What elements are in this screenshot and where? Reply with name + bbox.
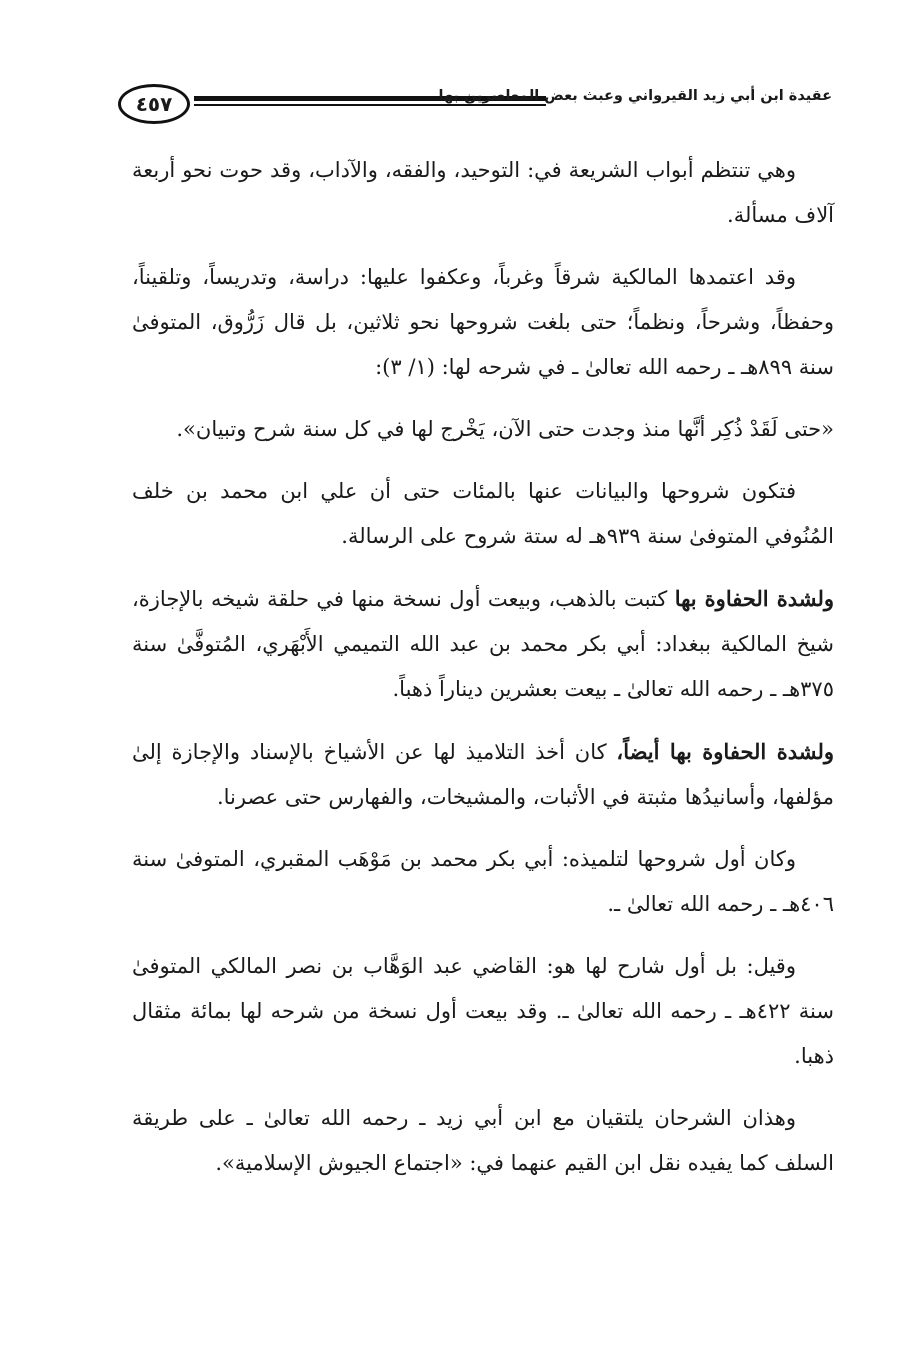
running-title: عقيدة ابن أبي زيد القيرواني وعبث بعض المعاصرين بها <box>438 88 832 104</box>
header-rule-thin <box>194 104 546 106</box>
paragraph: وهي تنتظم أبواب الشريعة في: التوحيد، والفقه، والآداب، وقد حوت نحو أربعة آلاف مسألة. <box>132 158 834 227</box>
paragraph-lead: ولشدة الحفاوة بها أيضاً، <box>616 739 834 764</box>
paragraph-lead: ولشدة الحفاوة بها <box>674 586 834 611</box>
paragraph: وقيل: بل أول شارح لها هو: القاضي عبد الوَهَّاب بن نصر المالكي المتوفىٰ سنة ٤٢٢هـ ـ رحمه الله تعالىٰ ـ. وقد بيعت أول نسخة من شرحه لها بمائة مثقال ذهبا. <box>132 954 834 1068</box>
body-text <box>132 148 834 1203</box>
quotation: «حتى لَقَدْ ذُكِر أنَّها منذ وجدت حتى الآن، يَخْرج لها في كل سنة شرح وتبيان». <box>176 417 834 441</box>
paragraph: وكان أول شروحها لتلميذه: أبي بكر محمد بن مَوْهَب المقبري، المتوفىٰ سنة ٤٠٦هـ ـ رحمه الله تعالىٰ ـ. <box>132 847 834 916</box>
page-number: ٤٥٧ <box>135 92 173 116</box>
page-number-badge <box>118 84 190 124</box>
paragraph: فتكون شروحها والبيانات عنها بالمئات حتى أن علي ابن محمد بن خلف المُنُوفي المتوفىٰ سنة ٩٣٩هـ له ستة شروح على الرسالة. <box>132 479 834 548</box>
paragraph: ولشدة الحفاوة بها أيضاً، كان أخذ التلاميذ لها عن الأشياخ بالإسناد والإجازة إلىٰ مؤلفها، وأسانيدُها مثبتة في الأثبات، والمشيخات، والفهارس حتى عصرنا. <box>132 739 834 809</box>
running-header <box>118 82 832 132</box>
paragraph: وقد اعتمدها المالكية شرقاً وغرباً، وعكفوا عليها: دراسة، وتدريساً، وتلقيناً، وحفظاً، وشرحاً، ونظماً؛ حتى بلغت شروحها نحو ثلاثين، بل قال زَرُّوق، المتوفىٰ سنة ٨٩٩هـ ـ رحمه الله تعالىٰ ـ في شرحه لها: (١/ ٣): <box>132 265 834 379</box>
paragraph: ولشدة الحفاوة بها كتبت بالذهب، وبيعت أول نسخة منها في حلقة شيخه بالإجازة، شيخ المالكية ببغداد: أبي بكر محمد بن عبد الله التميمي الأَبْهَري، المُتوفَّىٰ سنة ٣٧٥هـ ـ رحمه الله تعالىٰ ـ بيعت بعشرين ديناراً ذهباً. <box>132 586 834 701</box>
paragraph: وهذان الشرحان يلتقيان مع ابن أبي زيد ـ رحمه الله تعالىٰ ـ على طريقة السلف كما يفيده نقل ابن القيم عنهما في: «اجتماع الجيوش الإسلامية». <box>132 1106 834 1175</box>
